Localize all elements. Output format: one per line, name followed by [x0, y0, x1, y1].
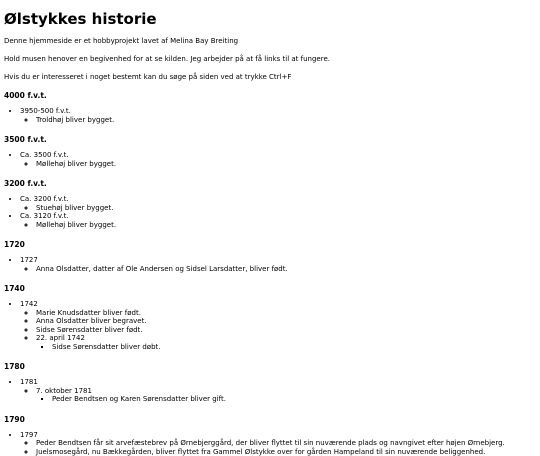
year-label: 1742 [20, 300, 38, 308]
year-list [4, 378, 536, 404]
event-list [20, 221, 536, 230]
year-label: 1781 [20, 378, 38, 386]
intro-text: Denne hjemmeside er et hobbyprojekt lavet af Melina Bay Breiting [4, 37, 536, 46]
year-list [4, 151, 536, 168]
intro-text: Hvis du er interesseret i noget bestemt kan du søge på siden ved at trykke Ctrl+F [4, 73, 536, 82]
event-item[interactable]: ◦ Møllehøj bliver bygget. [36, 160, 536, 169]
event-item[interactable]: ◦ Møllehøj bliver bygget. [36, 221, 536, 230]
event-list [20, 204, 536, 213]
year-label: 3950-500 f.v.t. [20, 107, 71, 115]
year-label: 1797 [20, 431, 38, 439]
event-item[interactable]: ◦ Anna Olsdatter, datter af Ole Andersen og Sidsel Larsdatter, bliver født. [36, 265, 536, 274]
event-item[interactable]: ◦ Anna Olsdatter bliver begravet. [36, 317, 536, 326]
event-item[interactable]: ▪ Sidse Sørensdatter bliver døbt. [52, 343, 536, 352]
year-list [4, 431, 536, 456]
year-list [4, 107, 536, 124]
year-item [20, 107, 536, 124]
year-list [4, 256, 536, 273]
year-list [4, 195, 536, 229]
year-item [20, 431, 536, 456]
event-list [20, 439, 536, 456]
event-list [20, 309, 536, 352]
event-list [20, 387, 536, 404]
year-item [20, 300, 536, 351]
year-item [20, 378, 536, 404]
period-heading: 1780 [4, 362, 536, 371]
date-label: 22. april 1742 [36, 334, 85, 342]
event-item[interactable]: ◦ Peder Bendtsen får sit arvefæstebrev på Ørnebjerggård, der bliver flyttet til sin nuværende plads og navngivet efter højen Ørnebjerg. [36, 439, 536, 448]
event-item[interactable]: ▪ Peder Bendtsen og Karen Sørensdatter bliver gift. [52, 395, 536, 404]
year-item [20, 256, 536, 273]
page-title: Ølstykkes historie [4, 10, 536, 28]
date-item[interactable] [36, 387, 536, 404]
period-heading: 1720 [4, 240, 536, 249]
year-label: 1727 [20, 256, 38, 264]
sub-event-list [36, 343, 536, 352]
period-heading: 4000 f.v.t. [4, 91, 536, 100]
sub-event-list [36, 395, 536, 404]
date-label: 7. oktober 1781 [36, 387, 92, 395]
year-label: Ca. 3200 f.v.t. [20, 195, 69, 203]
event-item[interactable]: ◦ Stuehøj bliver bygget. [36, 204, 536, 213]
event-item[interactable]: ◦ Sidse Sørensdatter bliver født. [36, 326, 536, 335]
event-item[interactable]: ◦ Troldhøj bliver bygget. [36, 116, 536, 125]
event-list [20, 265, 536, 274]
period-heading: 1790 [4, 415, 536, 424]
intro-text: Hold musen henover en begivenhed for at se kilden. Jeg arbejder på at få links til at fungere. [4, 55, 536, 64]
event-list [20, 116, 536, 125]
date-item[interactable] [36, 334, 536, 351]
year-label: Ca. 3500 f.v.t. [20, 151, 69, 159]
timeline [4, 91, 536, 456]
year-list [4, 300, 536, 351]
period-heading: 1740 [4, 284, 536, 293]
year-item [20, 151, 536, 168]
page-content [0, 10, 540, 456]
event-list [20, 160, 536, 169]
period-heading: 3500 f.v.t. [4, 135, 536, 144]
year-item [20, 212, 536, 229]
period-heading: 3200 f.v.t. [4, 179, 536, 188]
event-item[interactable]: ◦ Marie Knudsdatter bliver født. [36, 309, 536, 318]
year-item [20, 195, 536, 212]
year-label: Ca. 3120 f.v.t. [20, 212, 69, 220]
event-item[interactable]: ◦ Juelsmosegård, nu Bækkegården, bliver flyttet fra Gammel Ølstykke over for gården Hampeland til sin nuværende beliggenhed. [36, 448, 536, 456]
